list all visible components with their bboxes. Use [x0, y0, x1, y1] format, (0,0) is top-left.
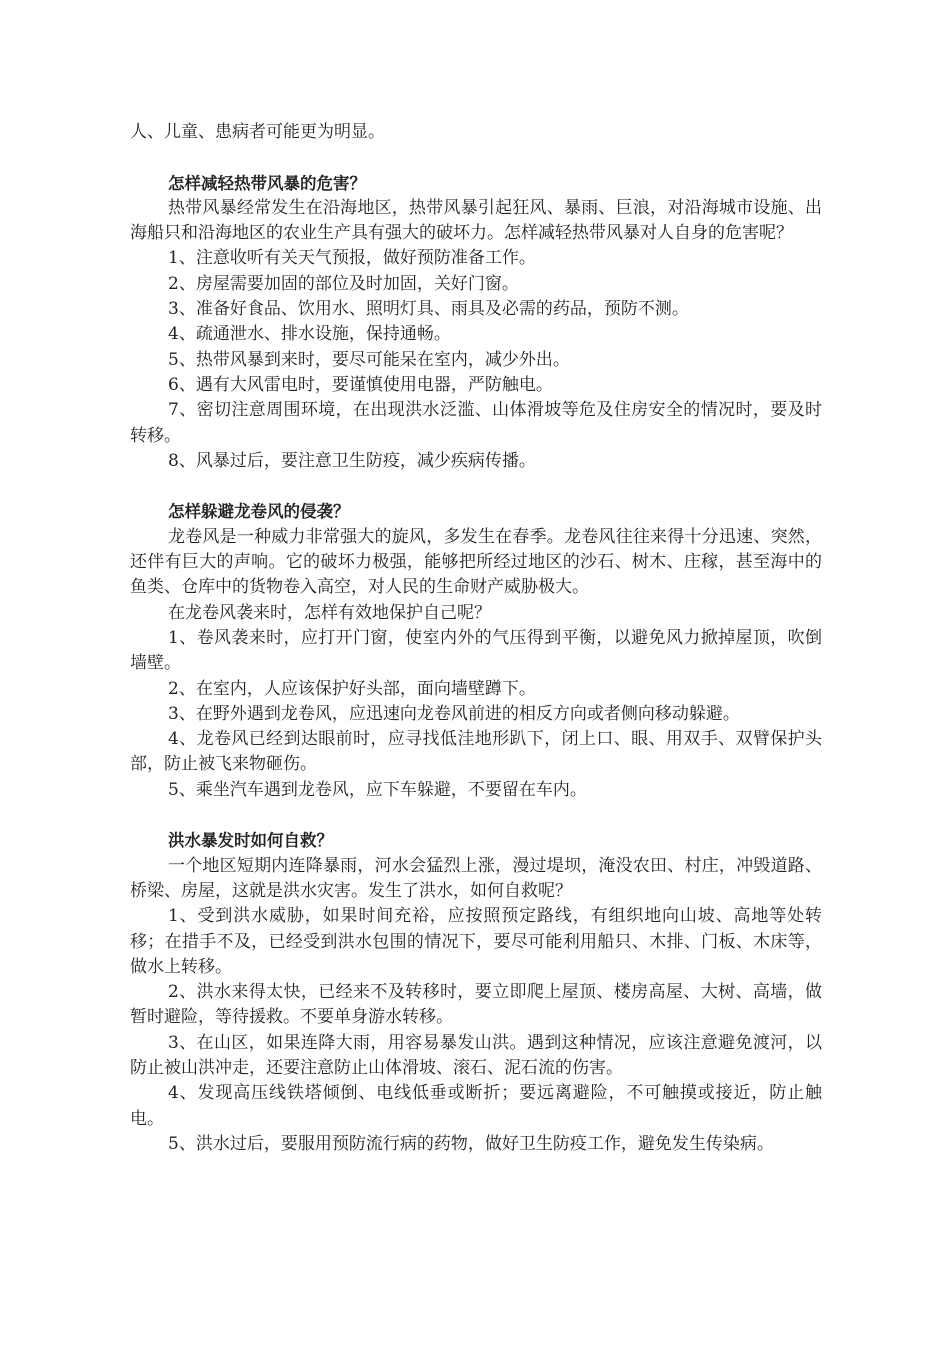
section-title: 怎样躲避龙卷风的侵袭？	[168, 502, 350, 522]
section-tornado	[130, 499, 822, 803]
section-title: 洪水暴发时如何自救？	[168, 831, 333, 851]
section-flood	[130, 828, 822, 1157]
section-question: 在龙卷风袭来时，怎样有效地保护自己呢？	[168, 602, 491, 623]
list-item: 5、热带风暴到来时，要尽可能呆在室内，减少外出。	[168, 349, 570, 370]
section-intro: 一个地区短期内连降暴雨，河水会猛烈上涨，漫过堤坝，淹没农田、村庄，冲毁道路、桥梁、房屋，这就是洪水灾害。发生了洪水，如何自救呢？	[130, 855, 822, 901]
list-item: 1、卷风袭来时，应打开门窗，使室内外的气压得到平衡，以避免风力掀掉屋顶，吹倒墙壁。	[130, 627, 822, 674]
list-item: 1、受到洪水威胁，如果时间充裕，应按照预定路线，有组织地向山坡、高地等处转移；在措手不及，已经受到洪水包围的情况下，要尽可能利用船只、木排、门板、木床等，做水上转移。	[130, 906, 822, 977]
list-item: 8、风暴过后，要注意卫生防疫，减少疾病传播。	[168, 450, 536, 471]
list-item: 5、乘坐汽车遇到龙卷风，应下车躲避，不要留在车内。	[168, 779, 587, 800]
section-title: 怎样减轻热带风暴的危害？	[168, 173, 366, 193]
list-item: 4、龙卷风已经到达眼前时，应寻找低洼地形趴下，闭上口、眼、用双手、双臂保护头部，防止被飞来物砸伤。	[130, 729, 822, 775]
document-page	[130, 120, 822, 1157]
list-item: 3、在山区，如果连降大雨，用容易暴发山洪。遇到这种情况，应该注意避免渡河，以防止被山洪冲走，还要注意防止山体滑坡、滚石、泥石流的伤害。	[130, 1032, 822, 1078]
list-item: 3、在野外遇到龙卷风，应迅速向龙卷风前进的相反方向或者侧向移动躲避。	[168, 703, 740, 724]
continuation-text: 人、儿童、患病者可能更为明显。	[130, 122, 385, 142]
list-item: 4、发现高压线铁塔倾倒、电线低垂或断折；要远离避险，不可触摸或接近，防止触电。	[130, 1083, 822, 1129]
list-item: 2、在室内，人应该保护好头部，面向墙壁蹲下。	[168, 678, 536, 699]
list-item: 6、遇有大风雷电时，要谨慎使用电器，严防触电。	[168, 374, 553, 395]
list-item: 3、准备好食品、饮用水、照明灯具、雨具及必需的药品，预防不测。	[168, 299, 689, 320]
list-item: 4、疏通泄水、排水设施，保持通畅。	[168, 324, 451, 345]
list-item: 2、洪水来得太快，已经来不及转移时，要立即爬上屋顶、楼房高屋、大树、高墙，做暂时避险，等待援救。不要单身游水转移。	[130, 982, 822, 1028]
list-item: 5、洪水过后，要服用预防流行病的药物，做好卫生防疫工作，避免发生传染病。	[168, 1133, 774, 1154]
list-item: 7、密切注意周围环境，在出现洪水泛滥、山体滑坡等危及住房安全的情况时，要及时转移。	[130, 400, 822, 446]
list-item: 1、注意收听有关天气预报，做好预防准备工作。	[168, 248, 536, 269]
list-item: 2、房屋需要加固的部位及时加固，关好门窗。	[168, 273, 519, 294]
section-tropical-storm	[130, 171, 822, 475]
section-intro: 热带风暴经常发生在沿海地区，热带风暴引起狂风、暴雨、巨浪，对沿海城市设施、出海船只和沿海地区的农业生产具有强大的破坏力。怎样减轻热带风暴对人自身的危害呢？	[130, 197, 822, 244]
section-intro: 龙卷风是一种威力非常强大的旋风，多发生在春季。龙卷风往往来得十分迅速、突然，还伴有巨大的声响。它的破坏力极强，能够把所经过地区的沙石、树木、庄稼，甚至海中的鱼类、仓库中的货物卷入高空，对人民的生命财产威胁极大。	[130, 526, 822, 598]
